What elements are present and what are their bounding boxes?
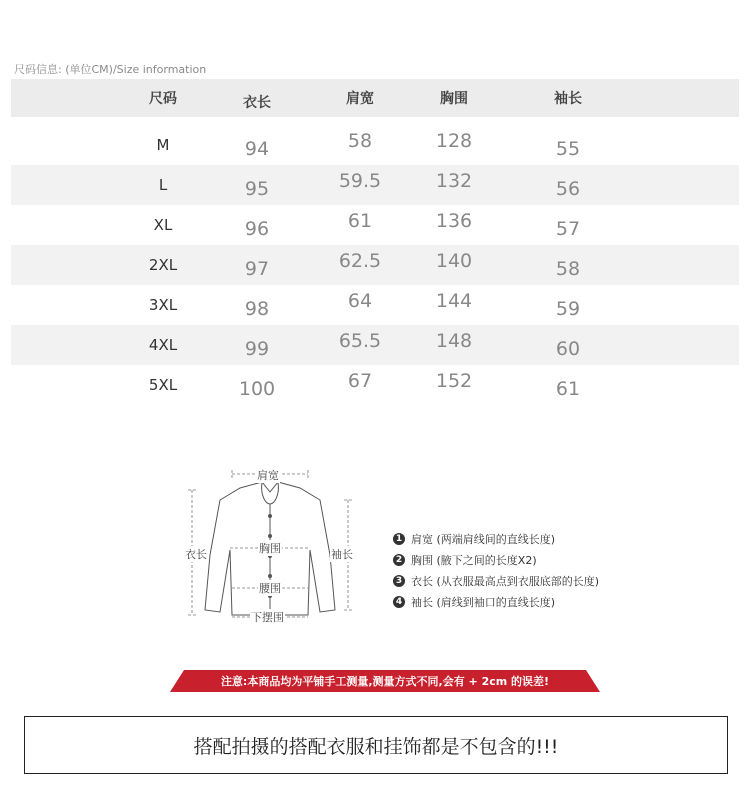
size-table: [11, 79, 739, 405]
chest-cell: 152: [435, 370, 473, 392]
legend-text: 袖长 (肩线到袖口的直线长度): [411, 595, 556, 609]
diagram-label-hem: 下摆围: [251, 611, 284, 624]
diagram-label-shoulder: 肩宽: [257, 469, 279, 482]
header-shoulder: 肩宽: [346, 91, 374, 107]
legend-text: 衣长 (从衣服最高点到衣服底部的长度): [411, 574, 600, 588]
sleeve-cell: 61: [555, 378, 581, 400]
length-cell: 99: [244, 338, 270, 360]
size-cell: 2XL: [148, 256, 178, 274]
legend-text: 肩宽 (两端肩线间的直线长度): [411, 532, 556, 546]
garment-diagram: [170, 460, 380, 630]
chest-cell: 148: [435, 330, 473, 352]
header-chest: 胸围: [440, 91, 468, 107]
sleeve-cell: 57: [555, 218, 581, 240]
size-cell: M: [156, 136, 170, 154]
chest-cell: 140: [435, 250, 473, 272]
shoulder-cell: 61: [347, 210, 373, 232]
table-row: [11, 325, 739, 365]
sleeve-cell: 56: [555, 178, 581, 200]
header-sleeve: 袖长: [554, 91, 582, 107]
measurement-legend: [393, 528, 599, 612]
shoulder-cell: 59.5: [338, 170, 382, 192]
shoulder-cell: 58: [347, 130, 373, 152]
length-cell: 97: [244, 258, 270, 280]
sleeve-cell: 59: [555, 298, 581, 320]
chest-cell: 144: [435, 290, 473, 312]
size-cell: XL: [153, 216, 173, 234]
diagram-label-sleeve: 袖长: [331, 548, 353, 561]
legend-number-icon: 4: [393, 596, 405, 608]
table-row: [11, 205, 739, 245]
legend-number-icon: 2: [393, 554, 405, 566]
disclaimer-box: 搭配拍摄的搭配衣服和挂饰都是不包含的!!!: [24, 716, 728, 774]
shoulder-cell: 64: [347, 290, 373, 312]
size-cell: L: [158, 176, 168, 194]
length-cell: 94: [244, 138, 270, 160]
table-row: [11, 285, 739, 325]
size-cell: 3XL: [148, 296, 178, 314]
length-cell: 98: [244, 298, 270, 320]
diagram-label-chest: 胸围: [259, 542, 281, 555]
size-caption: 尺码信息: (单位CM)/Size information: [14, 63, 207, 76]
table-row: [11, 125, 739, 165]
measurement-notice-banner: [170, 670, 600, 692]
length-cell: 95: [244, 178, 270, 200]
table-row: [11, 165, 739, 205]
header-length: 衣长: [243, 95, 271, 111]
legend-item: [393, 570, 599, 591]
header-size: 尺码: [149, 91, 177, 107]
length-cell: 96: [244, 218, 270, 240]
size-cell: 4XL: [148, 336, 178, 354]
sleeve-cell: 60: [555, 338, 581, 360]
diagram-label-length: 衣长: [185, 548, 207, 561]
legend-number-icon: 1: [393, 533, 405, 545]
chest-cell: 132: [435, 170, 473, 192]
chest-cell: 136: [435, 210, 473, 232]
sleeve-cell: 58: [555, 258, 581, 280]
legend-item: [393, 528, 599, 549]
table-row: [11, 365, 739, 405]
size-cell: 5XL: [148, 376, 178, 394]
length-cell: 100: [238, 378, 276, 400]
sleeve-cell: 55: [555, 138, 581, 160]
legend-item: [393, 549, 599, 570]
diagram-label-waist: 腰围: [259, 582, 281, 595]
legend-item: [393, 591, 599, 612]
shoulder-cell: 62.5: [338, 250, 382, 272]
chest-cell: 128: [435, 130, 473, 152]
notice-text: 注意:本商品均为平铺手工测量,测量方式不同,会有 + 2cm 的误差!: [220, 675, 550, 688]
table-header-row: [11, 79, 739, 117]
shoulder-cell: 65.5: [338, 330, 382, 352]
legend-text: 胸围 (腋下之间的长度X2): [411, 553, 537, 567]
table-row: [11, 245, 739, 285]
shoulder-cell: 67: [347, 370, 373, 392]
legend-number-icon: 3: [393, 575, 405, 587]
